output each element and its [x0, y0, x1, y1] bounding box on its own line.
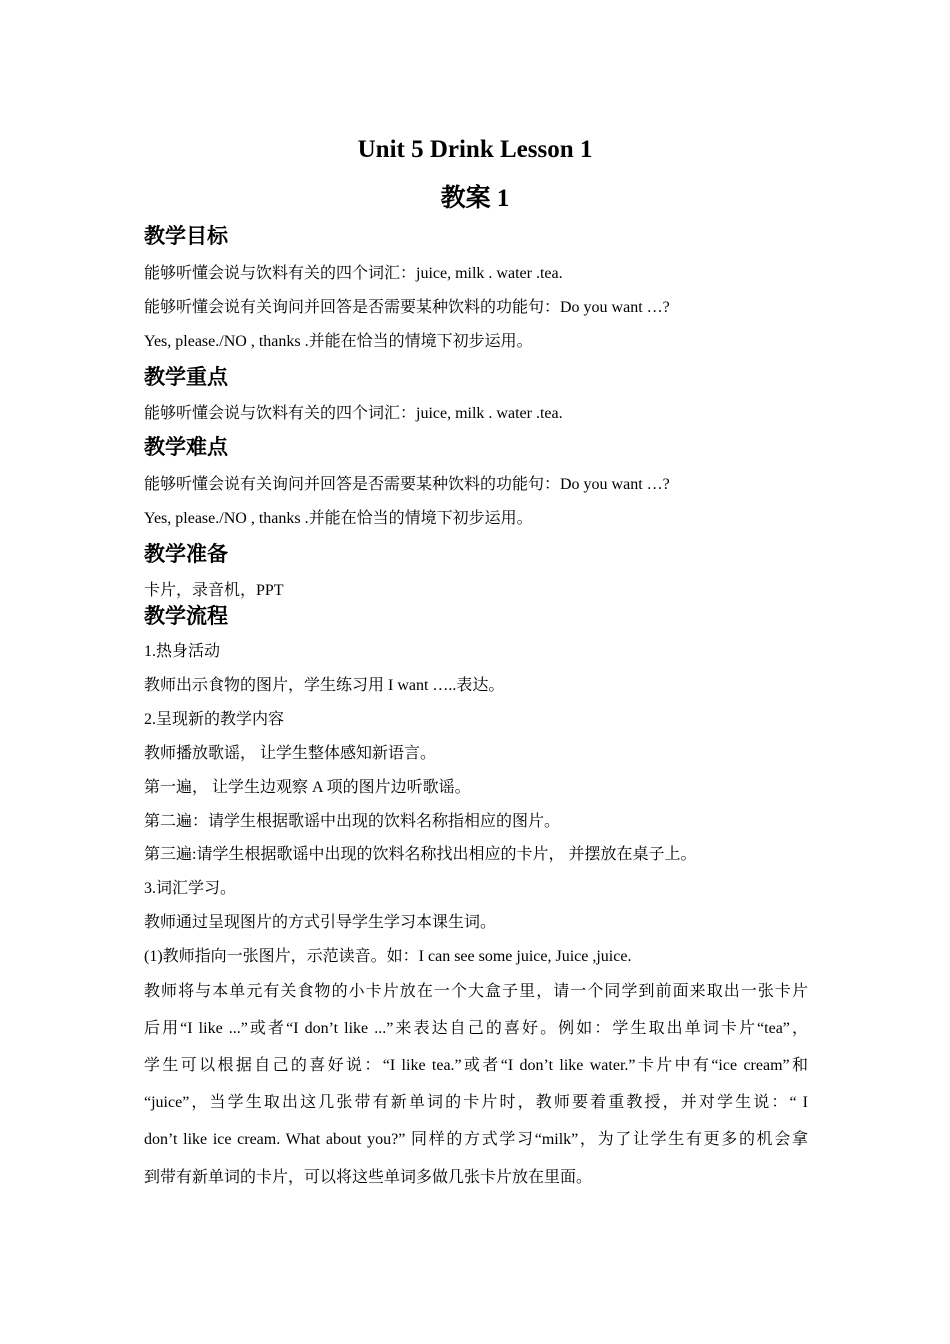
difficulties-line: Yes, please./NO , thanks .并能在恰当的情境下初步运用。	[144, 510, 533, 527]
process-line: 第三遍:请学生根据歌谣中出现的饮料名称找出相应的卡片， 并摆放在桌子上。	[144, 846, 697, 863]
document-title: Unit 5 Drink Lesson 1	[357, 136, 593, 163]
preparation-line: 卡片，录音机，PPT	[144, 582, 284, 599]
process-paragraph-line: 后用“I like ...”或者“I don’t like ...”来表达自己的喜好。例如：学生取出单词卡片“tea”，	[144, 1020, 808, 1037]
process-line: 第一遍， 让学生边观察 A 项的图片边听歌谣。	[144, 779, 471, 796]
section-heading-difficulties: 教学难点	[144, 435, 228, 459]
document-subtitle: 教案 1	[440, 185, 510, 212]
process-paragraph-line: 教师将与本单元有关食物的小卡片放在一个大盒子里，请一个同学到前面来取出一张卡片	[144, 983, 808, 1000]
objectives-line: 能够听懂会说与饮料有关的四个词汇：juice, milk . water .tea.	[144, 265, 563, 282]
section-heading-preparation: 教学准备	[144, 542, 228, 566]
process-line: 2.呈现新的教学内容	[144, 711, 285, 728]
section-heading-process: 教学流程	[144, 604, 228, 628]
key-points-line: 能够听懂会说与饮料有关的四个词汇：juice, milk . water .tea.	[144, 405, 563, 422]
process-line: (1)教师指向一张图片，示范读音。如：I can see some juice, Juice ,juice.	[144, 948, 632, 965]
process-paragraph-line: 学生可以根据自己的喜好说：“I like tea.”或者“I don’t like water.”卡片中有“ice cream”和	[144, 1057, 808, 1074]
difficulties-line: 能够听懂会说有关询问并回答是否需要某种饮料的功能句：Do you want …?	[144, 476, 670, 493]
process-paragraph-line: don’t like ice cream. What about you?” 同样的方式学习“milk”，为了让学生有更多的机会拿	[144, 1131, 808, 1148]
process-line: 1.热身活动	[144, 643, 221, 660]
objectives-line: Yes, please./NO , thanks .并能在恰当的情境下初步运用。	[144, 333, 533, 350]
section-heading-key-points: 教学重点	[144, 365, 228, 389]
section-heading-objectives: 教学目标	[144, 224, 228, 248]
process-line: 第二遍：请学生根据歌谣中出现的饮料名称指相应的图片。	[144, 813, 561, 830]
process-paragraph-line: “juice”，当学生取出这几张带有新单词的卡片时，教师要着重教授，并对学生说：“ I	[144, 1094, 808, 1111]
objectives-line: 能够听懂会说有关询问并回答是否需要某种饮料的功能句：Do you want …?	[144, 299, 670, 316]
process-line: 教师播放歌谣， 让学生整体感知新语言。	[144, 745, 437, 762]
process-paragraph-line: 到带有新单词的卡片，可以将这些单词多做几张卡片放在里面。	[144, 1169, 593, 1186]
process-line: 教师出示食物的图片，学生练习用 I want …..表达。	[144, 677, 505, 694]
process-line: 教师通过呈现图片的方式引导学生学习本课生词。	[144, 914, 497, 931]
process-line: 3.词汇学习。	[144, 880, 237, 897]
